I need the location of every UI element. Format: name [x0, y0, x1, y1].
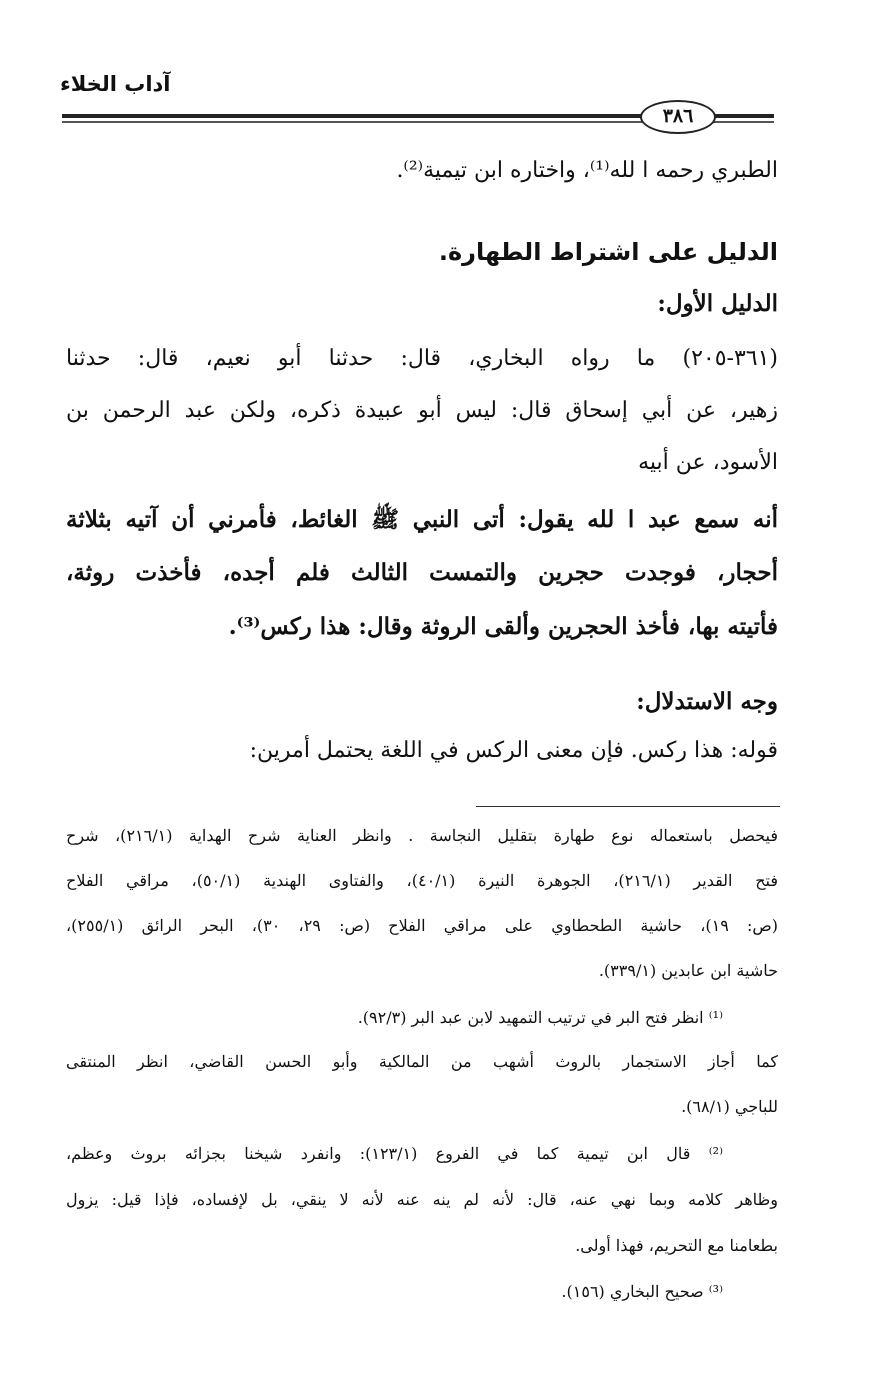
istidlal-line-1: قوله: هذا ركس. فإن معنى الركس في اللغة يحتمل أمرين:: [249, 738, 778, 763]
footnote-2-line-2: وظاهر كلامه وبما نهي عنه، قال: لأنه لم ينه عنه لأنه لا ينقي، بل لإفساده، فإذا قيل: يزول: [66, 1190, 778, 1209]
hadith-isnad-line-2: زهير، عن أبي إسحاق قال: ليس أبو عبيدة ذكره، ولكن عبد الرحمن بن: [66, 398, 778, 423]
hadith-matn-line-1: أنه سمع عبد ا لله يقول: أتى النبي ﷺ الغائط، فأمرني أن آتيه بثلاثة: [66, 506, 778, 533]
footnote-continued-line-1: فيحصل باستعماله نوع طهارة بتقليل النجاسة . وانظر العناية شرح الهداية (٢١٦/١)، شرح: [66, 826, 778, 845]
hadith-isnad-line-3: الأسود، عن أبيه: [638, 450, 778, 475]
footnote-1-line-2: كما أجاز الاستجمار بالروث أشهب من المالكية وأبو الحسن القاضي، انظر المنتقى: [66, 1052, 778, 1071]
footnote-continued-line-4: حاشية ابن عابدين (٣٣٩/١).: [598, 961, 778, 980]
footnote-1-line-1: ⁽¹⁾ انظر فتح البر في ترتيب التمهيد لابن عبد البر (٩٢/٣).: [357, 1008, 723, 1027]
header-rule-right-thin: [712, 121, 774, 123]
section-heading: الدليل على اشتراط الطهارة.: [438, 238, 778, 266]
header-rule: [62, 114, 642, 118]
hadith-matn-line-3: فأتيته بها، فأخذ الحجرين وألقى الروثة وقال: هذا ركس⁽³⁾.: [228, 613, 778, 640]
sub-heading-first-proof: الدليل الأول:: [657, 290, 778, 317]
hadith-isnad-line-1: (٣٦١-٢٠٥) ما رواه البخاري، قال: حدثنا أبو نعيم، قال: حدثنا: [66, 346, 778, 371]
footnote-continued-line-2: فتح القدير (٢١٦/١)، الجوهرة النيرة (٤٠/١)، والفتاوى الهندية (٥٠/١)، مراقي الفلاح: [66, 871, 779, 890]
header-rule-thin: [62, 121, 642, 123]
footnote-2-line-1: ⁽²⁾ قال ابن تيمية كما في الفروع (١٢٣/١): وانفرد شيخنا بجزائه بروث وعظم،: [66, 1144, 723, 1163]
header-rule-right: [712, 114, 774, 118]
sub-heading-istidlal: وجه الاستدلال:: [636, 688, 778, 715]
page-number: ٣٨٦: [640, 100, 716, 134]
footnote-1-line-3: للباجي (٦٨/١).: [681, 1097, 778, 1116]
footnote-continued-line-3: (ص: ١٩)، حاشية الطحطاوي على مراقي الفلاح (ص: ٢٩، ٣٠)، البحر الرائق (٢٥٥/١)،: [66, 916, 778, 935]
hadith-matn-line-2: أحجار، فوجدت حجرين والتمست الثالث فلم أجده، فأخذت روثة،: [66, 559, 778, 586]
footnote-separator: [476, 806, 780, 807]
footnote-3-line-1: ⁽³⁾ صحيح البخاري (١٥٦).: [561, 1282, 723, 1301]
footnote-2-line-3: بطعامنا مع التحريم، فهذا أولى.: [575, 1236, 778, 1255]
body-line-1: الطبري رحمه ا لله⁽¹⁾، واختاره ابن تيمية⁽²⁾.: [396, 158, 778, 183]
running-header-title: آداب الخلاء: [60, 72, 171, 96]
